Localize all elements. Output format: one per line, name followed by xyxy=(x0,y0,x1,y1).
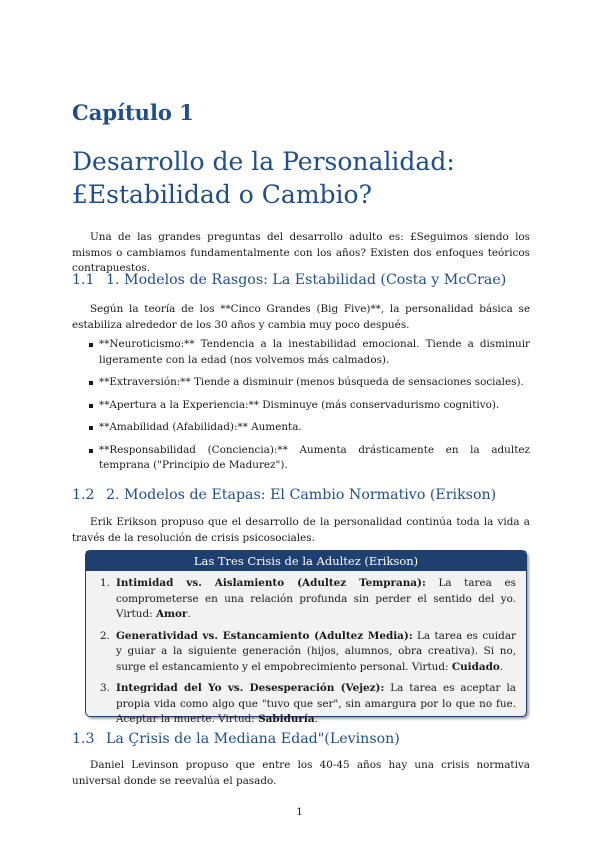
bullet-square-icon xyxy=(89,449,93,453)
section-number: 1.1 xyxy=(72,272,95,288)
bullet-square-icon xyxy=(89,381,93,385)
erikson-crises-box xyxy=(85,550,527,725)
section-1-3-paragraph: Daniel Levinson propuso que entre los 40-45 años hay una crisis normativa universal donde se reevalúa el pasado. xyxy=(72,759,530,787)
section-title: La Çrisis de la Mediana Edad"(Levinson) xyxy=(106,731,400,747)
list-item: **Amabilidad (Afabilidad):** Aumenta. xyxy=(72,420,530,436)
list-item: 3. Integridad del Yo vs. Desesperación (Vejez): La tarea es aceptar la propia vida como algo que "tuvo que ser", sin amargura por lo que no fue. Aceptar la muerte. Virtud: Sabiduría. xyxy=(100,682,516,725)
chapter-title: Desarrollo de la Personalidad: £Estabilidad o Cambio? xyxy=(72,147,455,209)
section-1-1-paragraph: Según la teoría de los **Cinco Grandes (Big Five)**, la personalidad básica se estabiliza alrededor de los 30 años y cambia muy poco después. xyxy=(72,303,530,331)
list-item: 2. Generatividad vs. Estancamiento (Adultez Media): La tarea es cuidar y guiar a la siguiente generación (hijos, alumnos, obra creativa). Si no, surge el estancamiento y el empobrecimiento personal. Virtud: Cuidado. xyxy=(100,629,516,673)
chapter-label: Capítulo 1 xyxy=(72,100,194,125)
crises-list xyxy=(86,571,526,728)
traits-bullet-list xyxy=(72,337,530,481)
page-number: 1 xyxy=(296,806,303,818)
section-title: 1. Modelos de Rasgos: La Estabilidad (Costa y McCrae) xyxy=(106,272,507,288)
section-heading-1-1 xyxy=(72,272,532,288)
section-title: 2. Modelos de Etapas: El Cambio Normativo (Erikson) xyxy=(106,487,497,503)
bullet-square-icon xyxy=(89,404,93,408)
box-title: Las Tres Crisis de la Adultez (Erikson) xyxy=(86,551,526,571)
section-heading-1-2 xyxy=(72,487,532,503)
list-item: **Neuroticismo:** Tendencia a la inestabilidad emocional. Tiende a disminuir ligeramente con la edad (nos volvemos más calmados). xyxy=(72,337,530,368)
list-item: 1. Intimidad vs. Aislamiento (Adultez Temprana): La tarea es comprometerse en una relación profunda sin perder el sentido del yo. Virtud: Amor. xyxy=(100,577,516,620)
section-1-2-paragraph: Erik Erikson propuso que el desarrollo de la personalidad continúa toda la vida a través de la resolución de crisis psicosociales. xyxy=(72,516,530,544)
section-number: 1.3 xyxy=(72,731,95,747)
list-item: **Extraversión:** Tiende a disminuir (menos búsqueda de sensaciones sociales). xyxy=(72,375,530,391)
list-item: **Responsabilidad (Conciencia):** Aumenta drásticamente en la adultez temprana ("Principio de Madurez"). xyxy=(72,443,530,474)
intro-paragraph: Una de las grandes preguntas del desarrollo adulto es: £Seguimos siendo los mismos o cambiamos fundamentalmente con los años? Existen dos enfoques teóricos contrapuestos. xyxy=(72,231,530,274)
list-item: **Apertura a la Experiencia:** Disminuye (más conservadurismo cognitivo). xyxy=(72,398,530,414)
bullet-square-icon xyxy=(89,426,93,430)
section-heading-1-3 xyxy=(72,731,532,747)
bullet-square-icon xyxy=(89,343,93,347)
section-number: 1.2 xyxy=(72,487,95,503)
